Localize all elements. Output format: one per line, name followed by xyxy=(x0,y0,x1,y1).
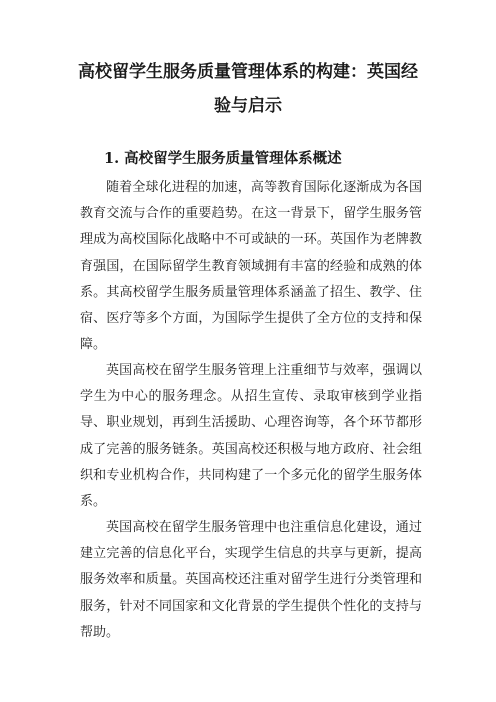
paragraph-2: 英国高校在留学生服务管理上注重细节与效率，强调以学生为中心的服务理念。从招生宣传、录取审核到学业指导、职业规划，再到生活援助、心理咨询等，各个环节都形成了完善的服务链条。英国高校还积极与地方政府、社会组织和专业机构合作，共同构建了一个多元化的留学生服务体系。 xyxy=(80,363,422,510)
document-title-line-2: 验与启示 xyxy=(214,96,282,116)
document-title-line-1: 高校留学生服务质量管理体系的构建：英国经 xyxy=(78,62,418,82)
paragraph-1: 随着全球化进程的加速，高等教育国际化逐渐成为各国教育交流与合作的重要趋势。在这一背景下，留学生服务管理成为高校国际化战略中不可或缺的一环。英国作为老牌教育强国，在国际留学生教育领域拥有丰富的经验和成熟的体系。其高校留学生服务质量管理体系涵盖了招生、教学、住宿、医疗等多个方面，为国际学生提供了全方位的支持和保障。 xyxy=(80,180,422,353)
section-heading: 1. 高校留学生服务质量管理体系概述 xyxy=(104,150,342,167)
paragraph-3: 英国高校在留学生服务管理中也注重信息化建设，通过建立完善的信息化平台，实现学生信息的共享与更新，提高服务效率和质量。英国高校还注重对留学生进行分类管理和服务，针对不同国家和文化背景的学生提供个性化的支持与帮助。 xyxy=(80,520,422,640)
